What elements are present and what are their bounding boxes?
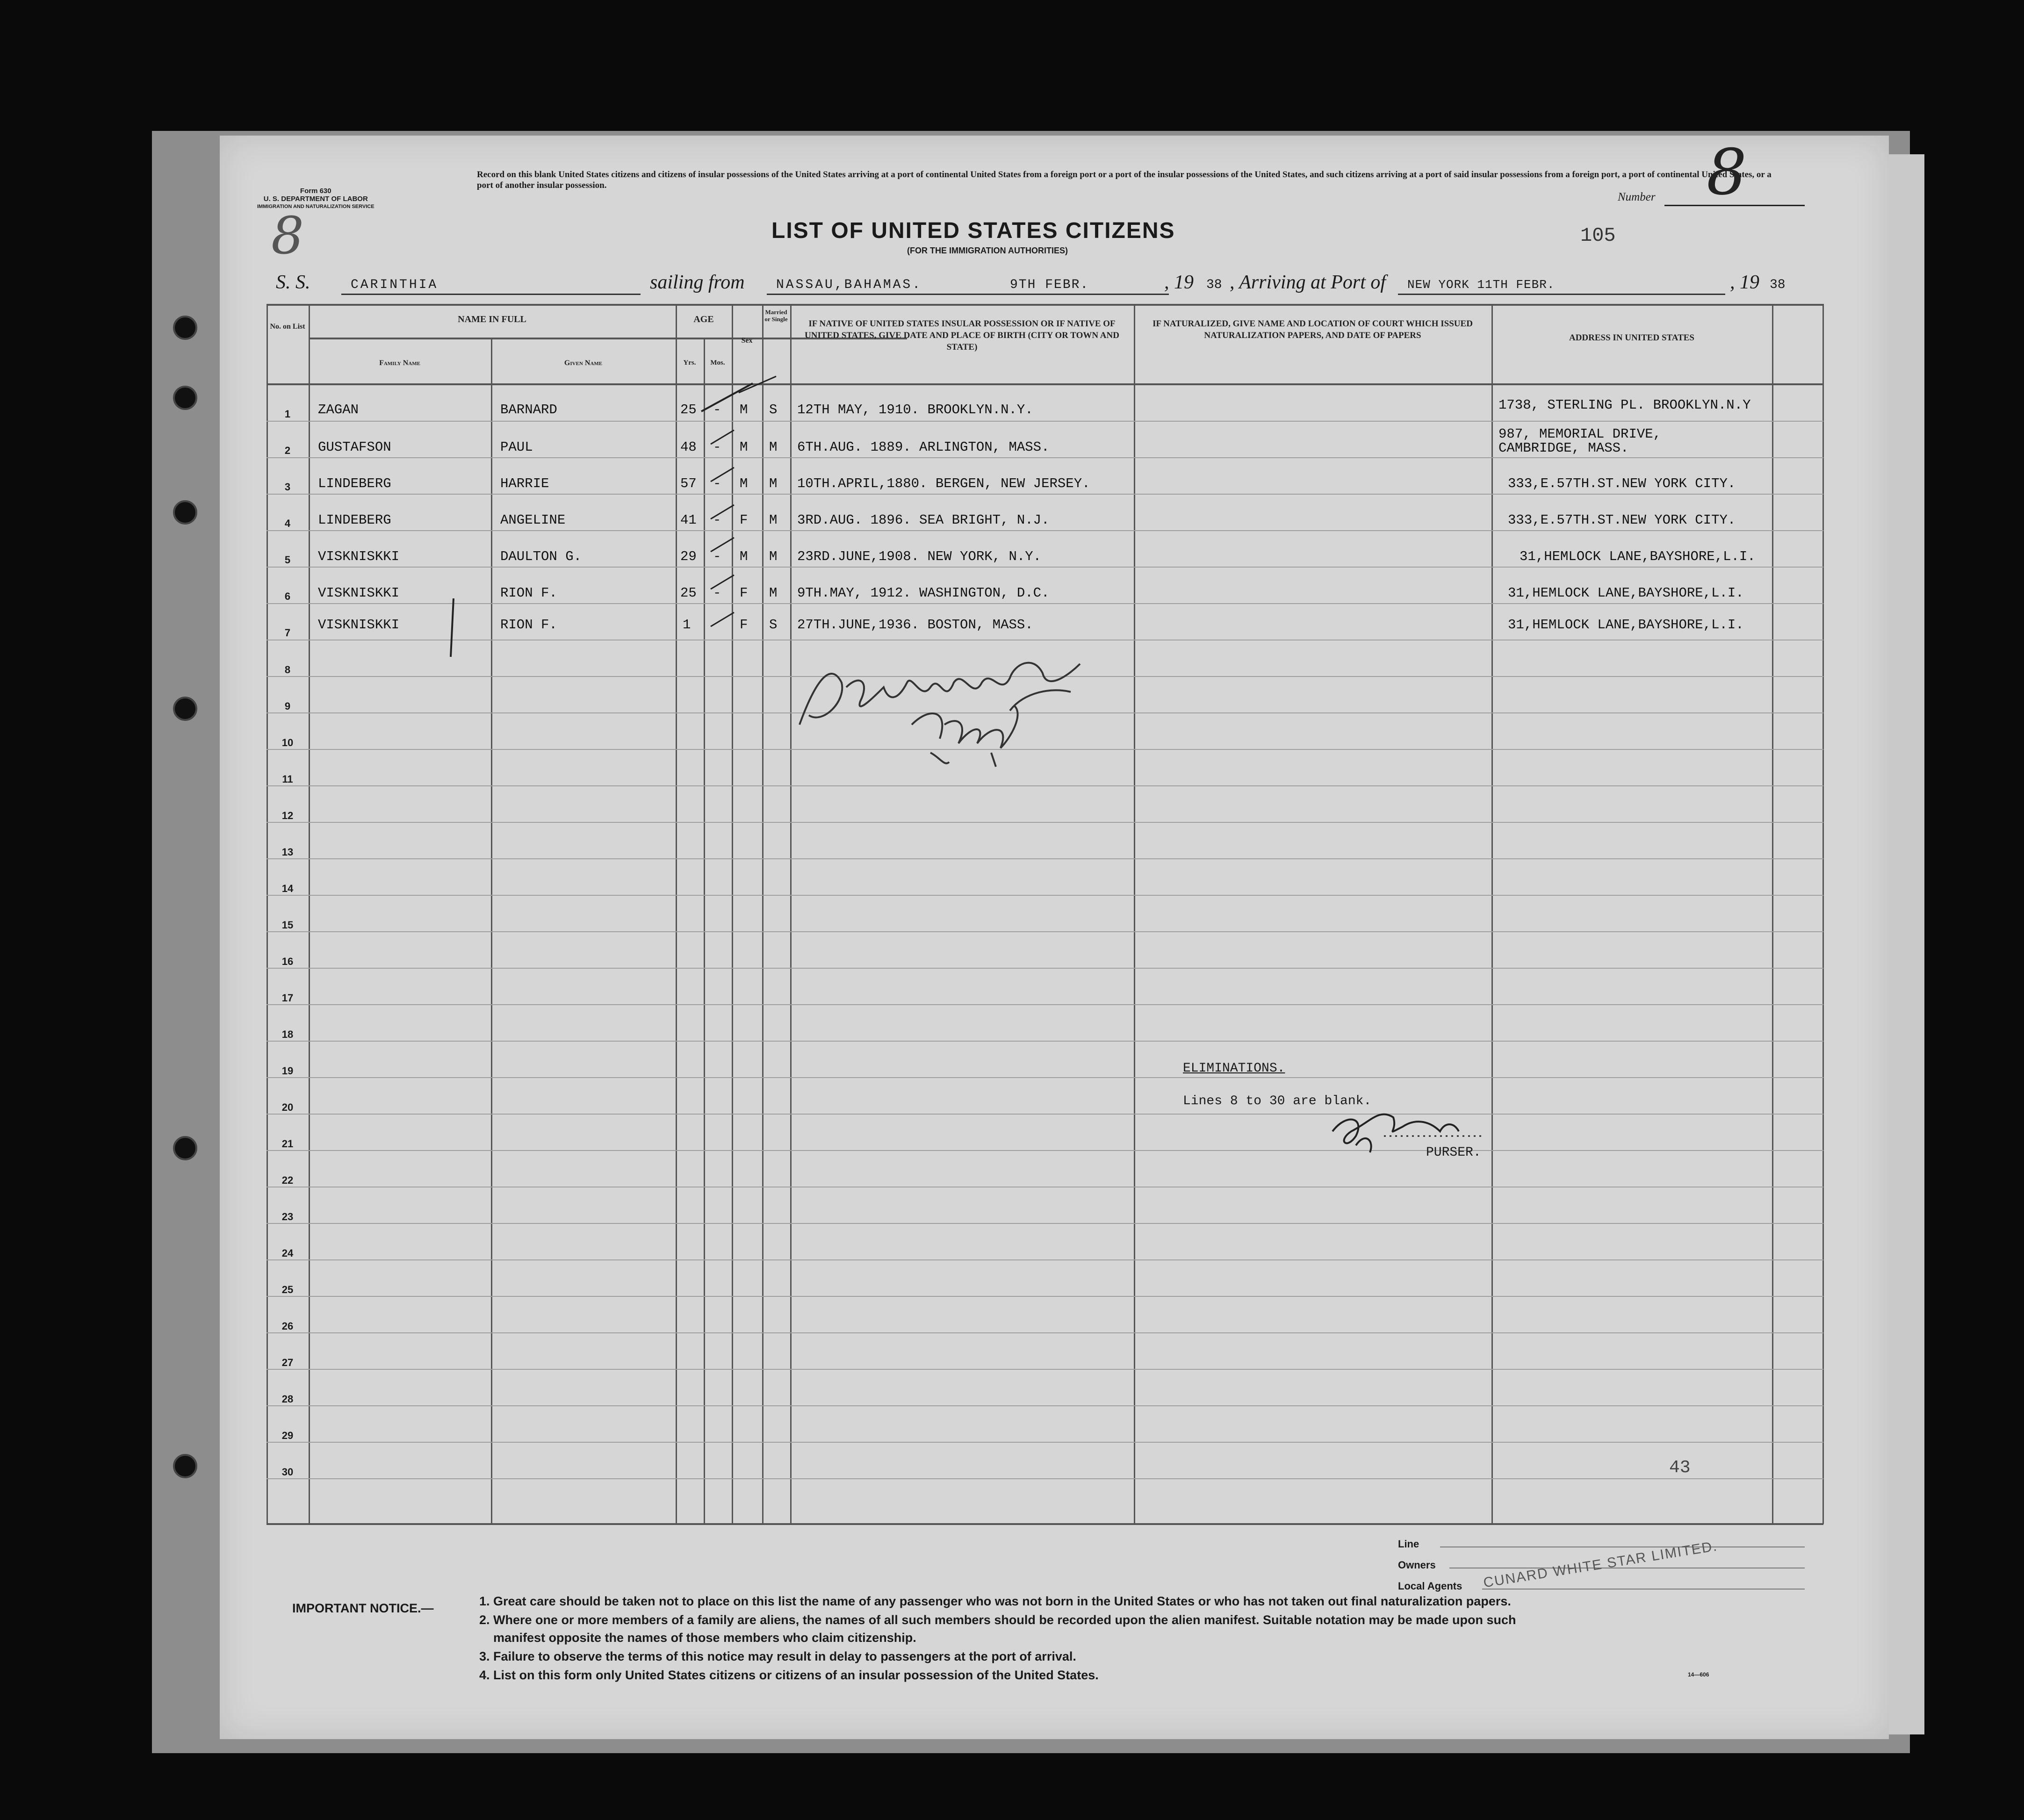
age-years: 29 [680,549,697,564]
row-number: 26 [281,1320,294,1332]
marital-status: M [769,476,778,491]
departure-port: NASSAU,BAHAMAS. [776,278,922,292]
birth-date-place: 10TH.APRIL,1880. BERGEN, NEW JERSEY. [797,476,1090,491]
family-name: LINDEBERG [318,512,391,528]
binder-hole [173,316,197,340]
row-number: 10 [281,737,294,748]
row-number: 7 [284,627,291,639]
marital-status: M [769,512,778,528]
form-number: Form 630 [300,187,331,195]
family-name: VISKNISKKI [318,617,400,633]
row-number: 25 [281,1284,294,1295]
row-number: 30 [281,1466,294,1478]
row-number: 24 [281,1247,294,1259]
family-name: VISKNISKKI [318,585,400,601]
given-name: DAULTON G. [500,549,582,564]
sex: F [740,617,748,633]
family-name: ZAGAN [318,402,359,417]
age-months: - [713,585,721,601]
row-number: 1 [284,408,291,420]
number-label: Number [1618,191,1656,203]
manifest-page [220,136,1889,1739]
row-number: 14 [281,883,294,894]
row-number: 11 [282,773,293,785]
birth-date-place: 6TH.AUG. 1889. ARLINGTON, MASS. [797,439,1050,455]
page-title: LIST OF UNITED STATES CITIZENS [771,218,1175,243]
ss-label: S. S. [276,272,310,293]
row-number: 2 [284,445,291,456]
col-rule [790,304,792,1524]
owners-label: Owners [1398,1559,1436,1571]
col-rule [1491,304,1493,1524]
row-number: 17 [281,992,294,1004]
table-top-border [267,304,1823,306]
birth-date-place: 9TH.MAY, 1912. WASHINGTON, D.C. [797,585,1050,601]
given-name: HARRIE [500,476,549,491]
line-label: Line [1398,1538,1419,1550]
binder-hole [173,1136,197,1160]
row-number: 21 [281,1138,294,1150]
row-number: 15 [281,919,294,931]
header-given-name: Given Name [564,359,603,367]
arrival-port-date: NEW YORK 11TH FEBR. [1407,278,1555,292]
intro-instructions: Record on this blank United States citizens and citizens of insular possessions of the United States arriving at a port of continental United States from a foreign port or a port of the insular possessions of the United States, and such citizens arriving at a port of said insular possessions from a foreign port, a port of continental United States, or a port of another insular possession. [477,170,1772,190]
notice-label: IMPORTANT NOTICE.— [292,1601,434,1615]
row-number: 5 [284,554,291,566]
age-months: - [713,402,721,417]
handwritten-check-marks [697,374,781,636]
margin-handwritten-mark: 8 [271,206,304,266]
family-name: LINDEBERG [318,476,391,491]
address: 333,E.57TH.ST.NEW YORK CITY. [1508,512,1736,528]
header-yrs: Yrs. [683,359,696,367]
address-line-2: CAMBRIDGE, MASS. [1498,440,1629,456]
row-number: 12 [281,810,294,821]
ship-name: CARINTHIA [351,278,439,292]
col-rule [1822,304,1824,1524]
header-bottom-border [267,383,1823,385]
row-number: 8 [284,664,291,676]
birth-date-place: 27TH.JUNE,1936. BOSTON, MASS. [797,617,1033,633]
row-number: 29 [281,1430,294,1441]
age-years: 25 [680,585,697,601]
row-number: 19 [281,1065,294,1077]
sex: M [740,549,748,564]
notice-3: 3. Failure to observe the terms of this notice may result in delay to passengers at the port of arrival. [479,1649,1076,1663]
year-prefix: , 19 [1164,272,1194,293]
local-agents-label: Local Agents [1398,1580,1462,1592]
row-number: 13 [281,846,294,858]
row-number: 4 [284,518,291,529]
purser-label: PURSER. [1426,1145,1481,1160]
row-number: 22 [281,1174,294,1186]
address: 987, MEMORIAL DRIVE, [1498,426,1662,442]
marital-status: S [769,617,778,633]
sex: M [740,476,748,491]
address: 31,HEMLOCK LANE,BAYSHORE,L.I. [1508,585,1744,601]
passenger-table [267,304,1823,1524]
row-number: 16 [281,956,294,967]
notice-2-cont: manifest opposite the names of those members who claim citizenship. [493,1631,916,1645]
stamped-number-43: 43 [1669,1458,1691,1478]
family-name: GUSTAFSON [318,439,391,455]
age-years: 25 [680,402,697,417]
arrival-underline [1398,294,1725,295]
header-family-name: Family Name [379,359,420,367]
sex: F [740,585,748,601]
list-number: 8 [1707,136,1747,209]
given-name: RION F. [500,617,557,633]
address: 31,HEMLOCK LANE,BAYSHORE,L.I. [1520,549,1756,564]
department-name: U. S. DEPARTMENT OF LABOR [263,195,368,203]
notice-2: 2. Where one or more members of a family are aliens, the names of all such members should be recorded upon the alien manifest. Suitable notation may be made upon such [479,1613,1516,1627]
departure-underline [767,294,1169,295]
sex: F [740,512,748,528]
sex: M [740,439,748,455]
age-months: - [713,549,721,564]
service-name: IMMIGRATION AND NATURALIZATION SERVICE [257,204,375,209]
col-rule [267,304,268,1524]
binder-hole [173,1454,197,1478]
header-no-on-list: No. on List [270,323,305,331]
col-rule [676,304,677,1524]
row-number: 18 [281,1029,294,1040]
ship-underline [341,294,641,295]
row-number: 9 [284,700,291,712]
address: 31,HEMLOCK LANE,BAYSHORE,L.I. [1508,617,1744,633]
row-number: 3 [284,481,291,493]
col-rule [491,338,492,1524]
arrival-year: 38 [1770,278,1786,292]
age-years: 48 [680,439,697,455]
age-years: 57 [680,476,697,491]
row-number: 28 [281,1393,294,1405]
local-agents-field [1482,1589,1805,1590]
notice-4: 4. List on this form only United States citizens or citizens of an insular possession of the United States. [479,1668,1099,1682]
departure-date: 9TH FEBR. [1010,278,1089,292]
family-name: VISKNISKKI [318,549,400,564]
marital-status: M [769,439,778,455]
header-name-in-full: NAME IN FULL [458,314,526,324]
notice-1: 1. Great care should be taken not to place on this list the name of any passenger who was not born in the United States or who has not taken out final naturalization papers. [479,1594,1511,1608]
eliminations-heading: ELIMINATIONS. [1183,1061,1285,1076]
marital-status: S [769,402,778,417]
voyage-line [276,271,1805,299]
sex: M [740,402,748,417]
agent-stamp: CUNARD WHITE STAR LIMITED. [1482,1538,1719,1591]
row-number: 27 [281,1357,294,1368]
given-name: RION F. [500,585,557,601]
header-sex: Sex [741,337,753,345]
col-rule [1134,304,1135,1524]
stamped-page-number: 105 [1580,224,1616,247]
header-naturalized: IF NATURALIZED, GIVE NAME AND LOCATION OF COURT WHICH ISSUED NATURALIZATION PAPERS, AND DATE OF PAPERS [1152,319,1473,340]
col-rule [1772,304,1773,1524]
header-birth: IF NATIVE OF UNITED STATES INSULAR POSSESSION OR IF NATIVE OF UNITED STATES, GIVE DATE AND PLACE OF BIRTH (CITY OR TOWN AND STATE) [805,319,1119,352]
age-months: - [713,512,721,528]
handwritten-bracket-mark [444,598,463,659]
col-rule [309,304,310,1524]
birth-date-place: 3RD.AUG. 1896. SEA BRIGHT, N.J. [797,512,1050,528]
given-name: BARNARD [500,402,557,417]
page-subtitle: (FOR THE IMMIGRATION AUTHORITIES) [907,246,1068,255]
header-married-single: Married or Single [764,309,788,323]
age-months: - [713,476,721,491]
birth-date-place: 12TH MAY, 1910. BROOKLYN.N.Y. [797,402,1033,417]
header-mos: Mos. [710,359,725,367]
inspector-signature [790,645,1117,799]
header-address: ADDRESS IN UNITED STATES [1569,333,1694,343]
eliminations-text: Lines 8 to 30 are blank. [1183,1094,1372,1108]
marital-status: M [769,549,778,564]
arriving-label: , Arriving at Port of [1230,272,1386,293]
given-name: ANGELINE [500,512,566,528]
row-number: 23 [281,1211,294,1223]
sailing-from-label: sailing from [650,272,745,293]
age-years: 1 [683,617,691,633]
print-code: 14—606 [1688,1671,1709,1678]
year-prefix-2: , 19 [1730,272,1759,293]
age-months: - [713,439,721,455]
marital-status: M [769,585,778,601]
table-bottom-border [267,1523,1823,1525]
age-years: 41 [680,512,697,528]
address: 333,E.57TH.ST.NEW YORK CITY. [1508,476,1736,491]
binder-hole [173,500,197,525]
header-age: AGE [693,314,714,324]
binder-hole [173,697,197,721]
departure-year: 38 [1206,278,1222,292]
row-number: 6 [284,590,291,602]
row-number: 20 [281,1101,294,1113]
address: 1738, STERLING PL. BROOKLYN.N.Y [1498,397,1751,413]
birth-date-place: 23RD.JUNE,1908. NEW YORK, N.Y. [797,549,1042,564]
binder-hole [173,386,197,410]
given-name: PAUL [500,439,533,455]
